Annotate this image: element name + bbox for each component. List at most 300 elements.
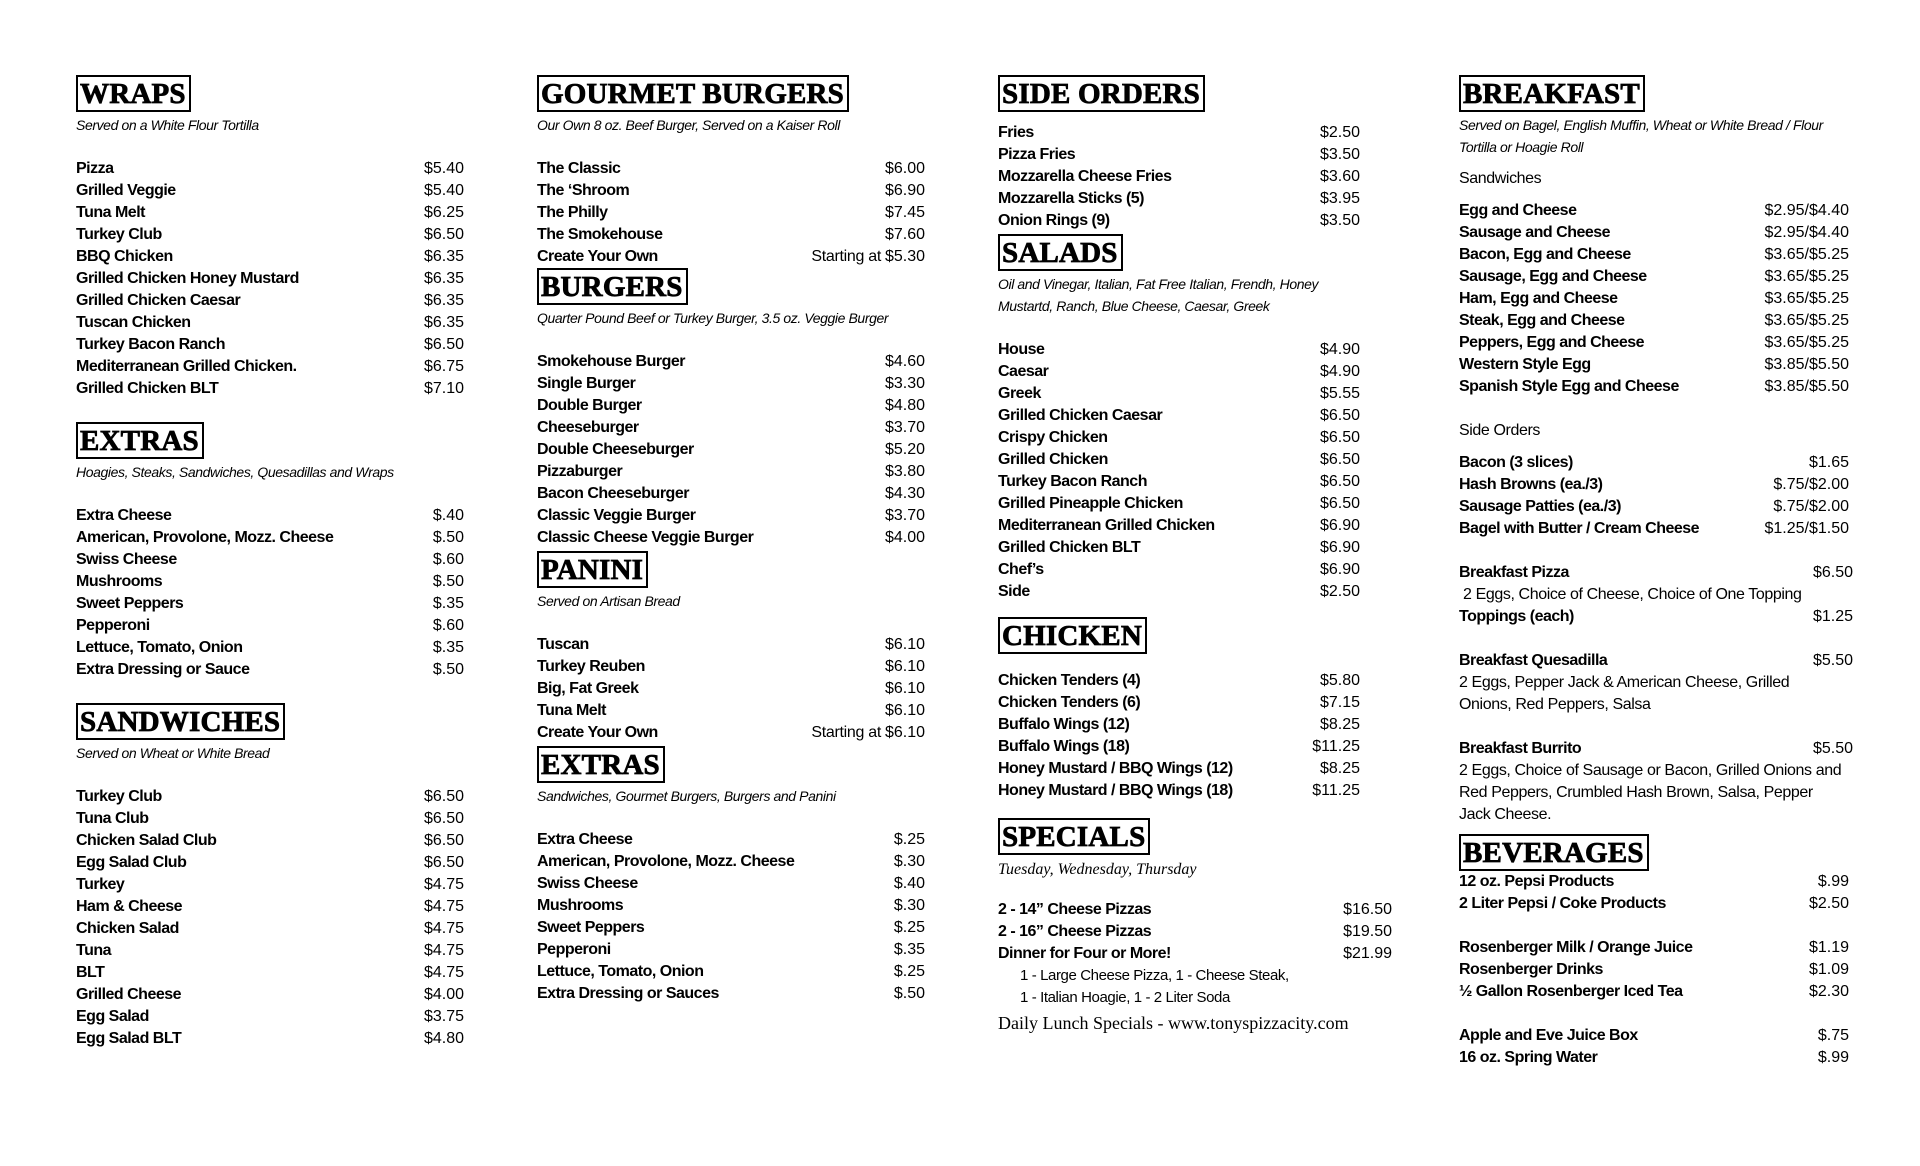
- item-name: Crispy Chicken: [998, 429, 1108, 446]
- item-name: Caesar: [998, 363, 1049, 380]
- burgers-list: [537, 351, 925, 549]
- item-price: $.35: [432, 639, 464, 656]
- item-name: The Philly: [537, 204, 608, 221]
- salads-subtitle-2: Mustartd, Ranch, Blue Cheese, Caesar, Greek: [998, 298, 1270, 314]
- quesadilla-description-2: Onions, Red Peppers, Salsa: [1459, 696, 1651, 713]
- item-price: $7.10: [423, 380, 464, 397]
- menu-item: [76, 808, 464, 830]
- item-name: Tuna: [76, 942, 112, 959]
- item-price: $19.50: [1343, 923, 1392, 940]
- menu-item: [76, 378, 464, 400]
- item-name: Mushrooms: [537, 897, 624, 914]
- menu-item: [998, 899, 1392, 921]
- breakfast-subtitle-2: Tortilla or Hoagie Roll: [1459, 139, 1584, 155]
- item-name: Breakfast Pizza: [1459, 564, 1569, 581]
- menu-item: [76, 334, 464, 356]
- item-name: American, Provolone, Mozz. Cheese: [76, 529, 334, 546]
- item-name: Double Cheeseburger: [537, 441, 694, 458]
- specials-heading: SPECIALS: [998, 818, 1150, 855]
- menu-item: [537, 439, 925, 461]
- menu-item: [1459, 376, 1849, 398]
- price-prefix: Starting at: [811, 248, 881, 265]
- menu-item: [1459, 1047, 1849, 1069]
- item-name: Pepperoni: [537, 941, 611, 958]
- menu-item: [76, 637, 464, 659]
- gourmet-burgers-heading: GOURMET BURGERS: [537, 75, 849, 112]
- dinner-description-1: 1 - Large Cheese Pizza, 1 - Cheese Steak,: [1020, 967, 1289, 984]
- item-price: $6.25: [423, 204, 464, 221]
- menu-item: [537, 373, 925, 395]
- item-price: $4.90: [1319, 341, 1360, 358]
- item-price: $1.09: [1808, 961, 1849, 978]
- menu-item: [76, 268, 464, 290]
- item-name: Chicken Salad: [76, 920, 179, 937]
- item-price: $.50: [893, 985, 925, 1002]
- menu-item: [76, 962, 464, 984]
- price-prefix: Starting at: [811, 724, 881, 741]
- item-price: $6.10: [884, 702, 925, 719]
- item-price: $3.80: [884, 463, 925, 480]
- item-name: Tuna Melt: [76, 204, 145, 221]
- item-name: Create Your Own: [537, 724, 658, 741]
- item-name: Apple and Eve Juice Box: [1459, 1027, 1638, 1044]
- item-name: The Classic: [537, 160, 621, 177]
- item-name: Tuscan Chicken: [76, 314, 191, 331]
- item-name: Hash Browns (ea./3): [1459, 476, 1603, 493]
- item-price: $.25: [893, 963, 925, 980]
- item-price: $3.60: [1319, 168, 1360, 185]
- item-name: Grilled Chicken: [998, 451, 1108, 468]
- item-price: $6.90: [884, 182, 925, 199]
- item-price: $.50: [432, 573, 464, 590]
- menu-item: [537, 829, 925, 851]
- salads-list: [998, 339, 1360, 603]
- item-name: Egg Salad: [76, 1008, 149, 1025]
- menu-item: [1459, 981, 1849, 1003]
- menu-item: [76, 356, 464, 378]
- item-price: $6.50: [1319, 473, 1360, 490]
- burrito-description-2: Red Peppers, Crumbled Hash Brown, Salsa, Pepper: [1459, 784, 1813, 801]
- menu-item: [537, 180, 925, 202]
- item-price: $3.50: [1319, 146, 1360, 163]
- item-price: $.40: [893, 875, 925, 892]
- menu-item: [76, 224, 464, 246]
- item-price: $3.65/$5.25: [1764, 334, 1849, 351]
- extras-heading: EXTRAS: [76, 422, 204, 459]
- menu-item: [998, 339, 1360, 361]
- item-price: $5.30: [884, 248, 925, 265]
- menu-column-4: [1459, 75, 1859, 1069]
- menu-item: [537, 700, 925, 722]
- item-name: Create Your Own: [537, 248, 658, 265]
- menu-item: [76, 896, 464, 918]
- breakfast-sides-list: [1459, 452, 1849, 540]
- item-name: Bacon (3 slices): [1459, 454, 1573, 471]
- item-price: $2.50: [1808, 895, 1849, 912]
- item-price: $.60: [432, 617, 464, 634]
- salads-subtitle-1: Oil and Vinegar, Italian, Fat Free Italian, Frendh, Honey: [998, 276, 1319, 292]
- item-price: $4.90: [1319, 363, 1360, 380]
- item-price: $6.50: [1319, 451, 1360, 468]
- breakfast-quesadilla: [1459, 650, 1853, 672]
- menu-item: [537, 895, 925, 917]
- menu-item: [76, 874, 464, 896]
- item-name: Mozzarella Sticks (5): [998, 190, 1144, 207]
- wraps-list: [76, 158, 464, 400]
- item-price: $1.25: [1812, 608, 1853, 625]
- item-name: Classic Cheese Veggie Burger: [537, 529, 754, 546]
- item-name: Onion Rings (9): [998, 212, 1110, 229]
- item-name: Swiss Cheese: [537, 875, 638, 892]
- panini-subtitle: Served on Artisan Bread: [537, 593, 680, 609]
- item-price: $8.25: [1319, 760, 1360, 777]
- item-price: $5.55: [1319, 385, 1360, 402]
- item-name: Swiss Cheese: [76, 551, 177, 568]
- menu-item: [76, 593, 464, 615]
- menu-item: [537, 939, 925, 961]
- item-name: Turkey: [76, 876, 125, 893]
- menu-item: [537, 722, 925, 744]
- item-name: American, Provolone, Mozz. Cheese: [537, 853, 795, 870]
- item-price: $3.65/$5.25: [1764, 268, 1849, 285]
- menu-item: [537, 417, 925, 439]
- item-price: $4.75: [423, 942, 464, 959]
- item-price: $3.50: [1319, 212, 1360, 229]
- burrito-description-1: 2 Eggs, Choice of Sausage or Bacon, Grilled Onions and: [1459, 762, 1842, 779]
- item-price: $6.50: [1319, 429, 1360, 446]
- item-price: $5.40: [423, 182, 464, 199]
- item-name: Pizza: [76, 160, 114, 177]
- menu-item: [537, 505, 925, 527]
- menu-item: [76, 659, 464, 681]
- menu-item: [537, 483, 925, 505]
- item-price: $21.99: [1343, 945, 1392, 962]
- item-name: 2 - 16” Cheese Pizzas: [998, 923, 1152, 940]
- item-price: $6.50: [423, 854, 464, 871]
- item-name: Extra Cheese: [76, 507, 172, 524]
- item-name: Sausage Patties (ea./3): [1459, 498, 1621, 515]
- beverages-list-1: [1459, 871, 1849, 915]
- menu-item: [998, 537, 1360, 559]
- item-price: $.30: [893, 897, 925, 914]
- item-name: Big, Fat Greek: [537, 680, 639, 697]
- item-price: $.25: [893, 919, 925, 936]
- item-price: $6.50: [423, 336, 464, 353]
- wraps-heading: WRAPS: [76, 75, 191, 112]
- item-name: ½ Gallon Rosenberger Iced Tea: [1459, 983, 1683, 1000]
- sandwiches-subtitle: Served on Wheat or White Bread: [76, 745, 270, 761]
- menu-item: [1459, 474, 1849, 496]
- chicken-heading: CHICKEN: [998, 617, 1147, 654]
- item-price: $4.75: [423, 898, 464, 915]
- menu-column-3: [998, 75, 1398, 1035]
- menu-item: [1459, 871, 1849, 893]
- menu-item: [998, 780, 1360, 802]
- item-price: $6.50: [1319, 495, 1360, 512]
- burgers-subtitle: Quarter Pound Beef or Turkey Burger, 3.5 oz. Veggie Burger: [537, 310, 889, 326]
- breakfast-heading: BREAKFAST: [1459, 75, 1645, 112]
- menu-item: [1459, 1025, 1849, 1047]
- menu-item: [76, 852, 464, 874]
- item-name: House: [998, 341, 1045, 358]
- item-name: Steak, Egg and Cheese: [1459, 312, 1625, 329]
- extras2-subtitle: Sandwiches, Gourmet Burgers, Burgers and Panini: [537, 788, 836, 804]
- menu-item: [998, 405, 1360, 427]
- item-price: $2.30: [1808, 983, 1849, 1000]
- item-price: $2.50: [1319, 124, 1360, 141]
- panini-list: [537, 634, 925, 744]
- beverages-list-2: [1459, 937, 1849, 1003]
- menu-item: [1459, 222, 1849, 244]
- item-name: The Smokehouse: [537, 226, 663, 243]
- menu-item: [76, 549, 464, 571]
- item-price: $6.10: [884, 724, 925, 741]
- menu-item: [1459, 452, 1849, 474]
- item-price: $.35: [893, 941, 925, 958]
- item-price: $6.90: [1319, 561, 1360, 578]
- item-name: Chef’s: [998, 561, 1044, 578]
- item-price: $6.10: [884, 636, 925, 653]
- burrito-description-3: Jack Cheese.: [1459, 806, 1552, 823]
- item-price: $4.75: [423, 964, 464, 981]
- item-name: Chicken Tenders (4): [998, 672, 1141, 689]
- item-name: Grilled Pineapple Chicken: [998, 495, 1183, 512]
- item-price: $3.70: [884, 419, 925, 436]
- menu-item: [537, 224, 925, 246]
- item-name: Tuna Club: [76, 810, 149, 827]
- menu-item: [998, 144, 1360, 166]
- item-name: Grilled Chicken BLT: [998, 539, 1141, 556]
- menu-item: [1459, 332, 1849, 354]
- menu-item: [537, 851, 925, 873]
- menu-item: [537, 634, 925, 656]
- menu-item: [998, 210, 1360, 232]
- item-name: Turkey Club: [76, 226, 162, 243]
- menu-item: [76, 527, 464, 549]
- item-price: $6.35: [423, 248, 464, 265]
- item-price: $6.50: [1812, 564, 1853, 581]
- beverages-heading: BEVERAGES: [1459, 834, 1649, 871]
- menu-item: [537, 246, 925, 268]
- menu-item: [998, 758, 1360, 780]
- item-price: $3.65/$5.25: [1764, 290, 1849, 307]
- menu-item: [537, 202, 925, 224]
- item-price: $1.65: [1808, 454, 1849, 471]
- item-name: Smokehouse Burger: [537, 353, 685, 370]
- menu-item: [1459, 937, 1849, 959]
- item-name: Single Burger: [537, 375, 636, 392]
- item-price: $4.30: [884, 485, 925, 502]
- menu-item: [76, 1028, 464, 1050]
- menu-item: [76, 1006, 464, 1028]
- sandwiches-heading: SANDWICHES: [76, 703, 285, 740]
- breakfast-burrito: [1459, 738, 1853, 760]
- item-price: $3.65/$5.25: [1764, 312, 1849, 329]
- item-price: $6.90: [1319, 539, 1360, 556]
- item-name: Pizza Fries: [998, 146, 1076, 163]
- menu-item: [1459, 310, 1849, 332]
- item-name: Tuscan: [537, 636, 589, 653]
- specials-list: [998, 899, 1392, 965]
- item-price: $.30: [893, 853, 925, 870]
- item-name: Mozzarella Cheese Fries: [998, 168, 1172, 185]
- item-price: $1.19: [1808, 939, 1849, 956]
- item-name: Spanish Style Egg and Cheese: [1459, 378, 1679, 395]
- menu-item: [76, 918, 464, 940]
- item-name: Fries: [998, 124, 1034, 141]
- item-name: BBQ Chicken: [76, 248, 173, 265]
- menu-item: [537, 351, 925, 373]
- menu-item: [76, 505, 464, 527]
- item-name: Grilled Chicken Caesar: [998, 407, 1163, 424]
- beverages-list-3: [1459, 1025, 1849, 1069]
- item-price: $7.45: [884, 204, 925, 221]
- item-price: $3.95: [1319, 190, 1360, 207]
- item-name: Pizzaburger: [537, 463, 623, 480]
- item-price: $4.00: [423, 986, 464, 1003]
- item-name: Buffalo Wings (18): [998, 738, 1130, 755]
- item-name: Turkey Bacon Ranch: [998, 473, 1147, 490]
- item-price: $16.50: [1343, 901, 1392, 918]
- item-price: $.75: [1817, 1027, 1849, 1044]
- item-price: $4.80: [884, 397, 925, 414]
- extras2-list: [537, 829, 925, 1005]
- item-name: Western Style Egg: [1459, 356, 1591, 373]
- item-price: $4.75: [423, 920, 464, 937]
- menu-item: [76, 984, 464, 1006]
- item-price: $4.75: [423, 876, 464, 893]
- quesadilla-description-1: 2 Eggs, Pepper Jack & American Cheese, Grilled: [1459, 674, 1790, 691]
- menu-item: [76, 615, 464, 637]
- item-name: Grilled Chicken Caesar: [76, 292, 241, 309]
- item-name: Tuna Melt: [537, 702, 606, 719]
- item-price: $2.95/$4.40: [1764, 224, 1849, 241]
- item-price: $6.50: [423, 788, 464, 805]
- menu-item: [998, 692, 1360, 714]
- item-price: $2.95/$4.40: [1764, 202, 1849, 219]
- menu-item: [998, 449, 1360, 471]
- dinner-description-2: 1 - Italian Hoagie, 1 - 2 Liter Soda: [1020, 989, 1230, 1006]
- breakfast-pizza: [1459, 562, 1853, 584]
- breakfast-sandwiches-list: [1459, 200, 1849, 398]
- menu-item: [76, 830, 464, 852]
- item-name: Double Burger: [537, 397, 642, 414]
- menu-item: [76, 940, 464, 962]
- breakfast-sandwiches-label: Sandwiches: [1459, 170, 1542, 187]
- salads-heading: SALADS: [998, 234, 1123, 271]
- menu-item: [1459, 893, 1849, 915]
- menu-item: [1459, 518, 1849, 540]
- menu-item: [537, 395, 925, 417]
- extras-list: [76, 505, 464, 681]
- item-price: $5.50: [1812, 740, 1853, 757]
- item-name: Ham, Egg and Cheese: [1459, 290, 1618, 307]
- menu-item: [537, 983, 925, 1005]
- menu-item: [76, 571, 464, 593]
- sandwiches-list: [76, 786, 464, 1050]
- menu-item: [537, 917, 925, 939]
- menu-item: [998, 515, 1360, 537]
- item-price: $.75/$2.00: [1773, 498, 1849, 515]
- item-name: Bacon Cheeseburger: [537, 485, 689, 502]
- menu-item: [1459, 200, 1849, 222]
- item-price: $2.50: [1319, 583, 1360, 600]
- menu-item: [998, 670, 1360, 692]
- item-price: $6.10: [884, 680, 925, 697]
- item-price: $4.60: [884, 353, 925, 370]
- item-price: $5.40: [423, 160, 464, 177]
- item-name: Egg Salad Club: [76, 854, 187, 871]
- item-name: Peppers, Egg and Cheese: [1459, 334, 1645, 351]
- gourmet-burgers-subtitle: Our Own 8 oz. Beef Burger, Served on a Kaiser Roll: [537, 117, 840, 133]
- item-price: $6.35: [423, 292, 464, 309]
- burgers-heading: BURGERS: [537, 268, 688, 305]
- toppings-row: [1459, 606, 1853, 628]
- item-name: Ham & Cheese: [76, 898, 183, 915]
- item-name: Rosenberger Milk / Orange Juice: [1459, 939, 1693, 956]
- item-name: Sweet Peppers: [76, 595, 184, 612]
- item-price: $6.50: [423, 832, 464, 849]
- menu-item: [537, 527, 925, 549]
- item-name: Grilled Chicken BLT: [76, 380, 219, 397]
- item-name: Egg and Cheese: [1459, 202, 1577, 219]
- menu-item: [998, 166, 1360, 188]
- menu-item: [537, 656, 925, 678]
- menu-item: [76, 786, 464, 808]
- item-price: $6.90: [1319, 517, 1360, 534]
- item-name: Extra Dressing or Sauces: [537, 985, 719, 1002]
- menu-item: [998, 427, 1360, 449]
- item-price: $.99: [1817, 873, 1849, 890]
- menu-item: [76, 290, 464, 312]
- item-price: $3.65/$5.25: [1764, 246, 1849, 263]
- item-name: Chicken Tenders (6): [998, 694, 1141, 711]
- item-name: Side: [998, 583, 1030, 600]
- menu-item: [998, 736, 1360, 758]
- lunch-specials-footer: Daily Lunch Specials - www.tonyspizzacity.com: [998, 1013, 1349, 1033]
- item-name: Breakfast Burrito: [1459, 740, 1582, 757]
- item-name: Honey Mustard / BBQ Wings (18): [998, 782, 1233, 799]
- menu-item: [76, 180, 464, 202]
- menu-item: [1459, 959, 1849, 981]
- item-price: $.75/$2.00: [1773, 476, 1849, 493]
- item-price: $.35: [432, 595, 464, 612]
- item-price: $4.00: [884, 529, 925, 546]
- menu-column-1: [76, 75, 464, 1050]
- side-orders-heading: SIDE ORDERS: [998, 75, 1205, 112]
- panini-heading: PANINI: [537, 551, 648, 588]
- item-name: Classic Veggie Burger: [537, 507, 696, 524]
- menu-item: [537, 873, 925, 895]
- wraps-subtitle: Served on a White Flour Tortilla: [76, 117, 259, 133]
- menu-item: [1459, 354, 1849, 376]
- item-price: $5.50: [1812, 652, 1853, 669]
- item-name: Greek: [998, 385, 1041, 402]
- menu-item: [998, 714, 1360, 736]
- menu-item: [76, 246, 464, 268]
- item-name: Grilled Chicken Honey Mustard: [76, 270, 299, 287]
- item-name: 16 oz. Spring Water: [1459, 1049, 1598, 1066]
- item-price: $6.50: [1319, 407, 1360, 424]
- item-name: BLT: [76, 964, 105, 981]
- breakfast-pizza-description: 2 Eggs, Choice of Cheese, Choice of One Topping: [1459, 586, 1802, 603]
- item-name: Mushrooms: [76, 573, 163, 590]
- item-price: $3.85/$5.50: [1764, 378, 1849, 395]
- item-name: Bacon, Egg and Cheese: [1459, 246, 1631, 263]
- menu-item: [998, 493, 1360, 515]
- item-price: $6.50: [423, 810, 464, 827]
- item-price: $1.25/$1.50: [1764, 520, 1849, 537]
